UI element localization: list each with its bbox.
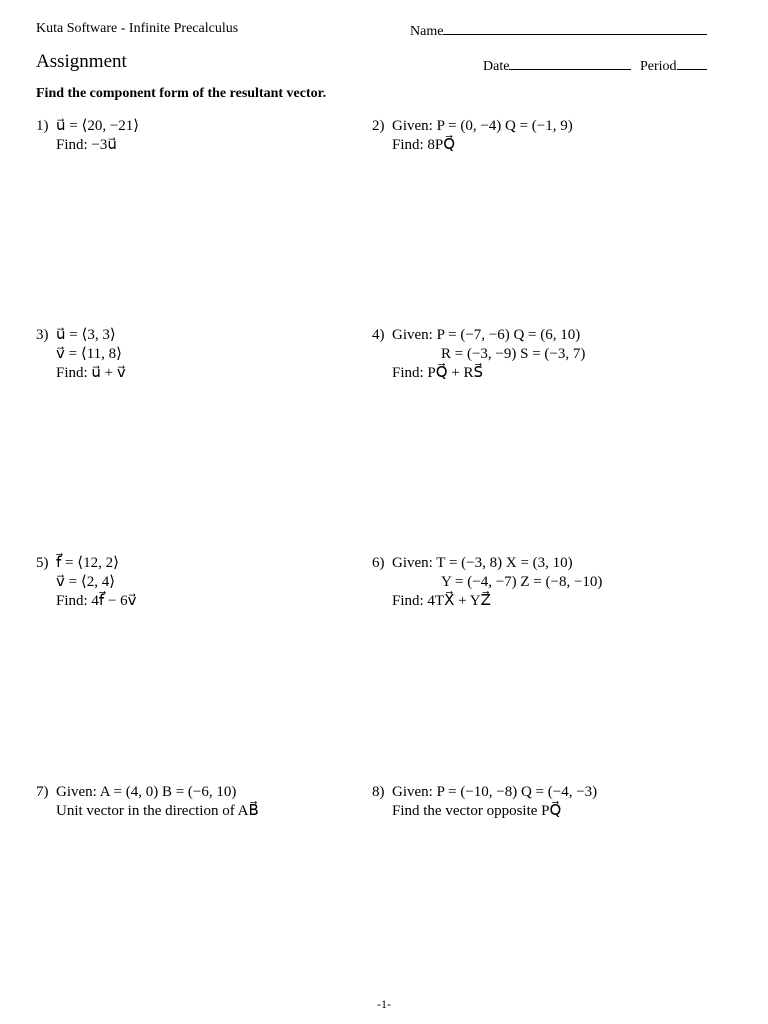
date-label: Date: [483, 59, 510, 74]
problem-number: 1): [36, 118, 49, 134]
instructions: Find the component form of the resultant vector.: [36, 86, 327, 101]
problem-given: Given: A = (4, 0) B = (−6, 10): [56, 784, 237, 800]
date-line: [509, 56, 631, 70]
problem-find: Unit vector in the direction of AB⃗: [56, 803, 259, 819]
problem-given: Given: P = (0, −4) Q = (−1, 9): [392, 118, 573, 134]
problem-given: R = (−3, −9) S = (−3, 7): [441, 346, 586, 362]
problem-number: 5): [36, 555, 49, 571]
name-line: [443, 21, 707, 35]
problem-number: 4): [372, 327, 385, 343]
problem-given: Y = (−4, −7) Z = (−8, −10): [441, 574, 603, 590]
problem-given: Given: P = (−10, −8) Q = (−4, −3): [392, 784, 598, 800]
problem-given: Given: P = (−7, −6) Q = (6, 10): [392, 327, 581, 343]
page-title: Assignment: [36, 51, 127, 72]
page-number: -1-: [377, 997, 391, 1011]
problem-line: u⃗ = ⟨20, −21⟩: [56, 118, 140, 134]
problem-find: Find the vector opposite PQ⃗: [392, 803, 562, 819]
software-label: Kuta Software - Infinite Precalculus: [36, 21, 239, 36]
problem-find: Find: u⃗ + v⃗: [56, 365, 126, 381]
problem-line: v⃗ = ⟨2, 4⟩: [56, 574, 116, 590]
problem-find: Find: 4f⃗ − 6v⃗: [56, 593, 137, 609]
period-line: [677, 56, 707, 70]
problem-find: Find: PQ⃗ + RS⃗: [392, 365, 484, 381]
name-field[interactable]: [410, 21, 707, 40]
period-label: Period: [640, 59, 677, 74]
problem-number: 3): [36, 327, 49, 343]
problem-number: 6): [372, 555, 385, 571]
name-label: Name: [410, 24, 444, 39]
problem-line: u⃗ = ⟨3, 3⟩: [56, 327, 116, 343]
problem-find: Find: −3u⃗: [56, 137, 117, 153]
problem-number: 7): [36, 784, 49, 800]
period-field[interactable]: [640, 56, 707, 75]
problem-number: 8): [372, 784, 385, 800]
date-field[interactable]: [483, 56, 631, 75]
problem-number: 2): [372, 118, 385, 134]
problem-given: Given: T = (−3, 8) X = (3, 10): [392, 555, 573, 571]
problem-line: v⃗ = ⟨11, 8⟩: [56, 346, 122, 362]
problem-find: Find: 4TX⃗ + YZ⃗: [392, 593, 491, 609]
problem-line: f⃗ = ⟨12, 2⟩: [56, 555, 119, 571]
problem-find: Find: 8PQ⃗: [392, 137, 456, 153]
